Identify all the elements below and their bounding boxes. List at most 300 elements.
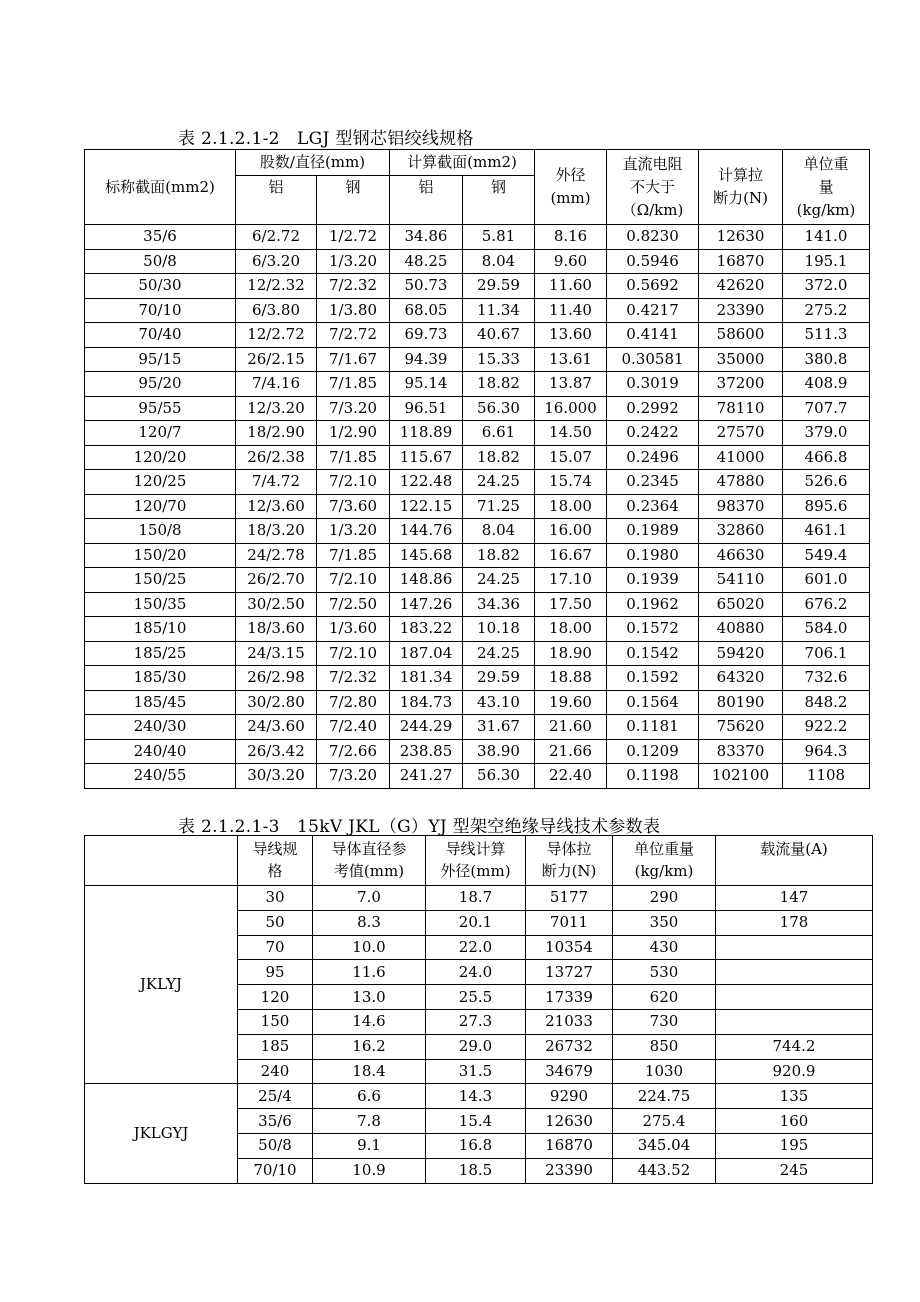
table-cell: 27570 (699, 421, 783, 446)
table-cell: 120/7 (85, 421, 236, 446)
table-cell: 147 (716, 886, 873, 911)
table-cell: 744.2 (716, 1034, 873, 1059)
table-cell: 181.34 (390, 666, 463, 691)
table-cell: 160 (716, 1109, 873, 1134)
table-cell: 6.61 (463, 421, 535, 446)
table-cell: 35/6 (85, 225, 236, 250)
table-cell: 30/2.80 (236, 690, 317, 715)
header-tensile2-l1: 导体拉 (546, 840, 592, 858)
table-cell: 150/35 (85, 592, 236, 617)
table-cell: 241.27 (390, 764, 463, 789)
table-cell: 144.76 (390, 519, 463, 544)
table-cell: 185/30 (85, 666, 236, 691)
table-cell: 147.26 (390, 592, 463, 617)
table-cell: 17.50 (535, 592, 607, 617)
table-cell: 24/2.78 (236, 543, 317, 568)
table-cell: 7/1.85 (317, 372, 390, 397)
table-cell: 379.0 (783, 421, 870, 446)
table-cell: 12/2.32 (236, 274, 317, 299)
table-cell: 30 (238, 886, 313, 911)
table-cell: 69.73 (390, 323, 463, 348)
table-cell: 549.4 (783, 543, 870, 568)
table-cell: 32860 (699, 519, 783, 544)
header-tensile2 (526, 836, 613, 886)
table-cell: 11.60 (535, 274, 607, 299)
table-cell: 1/3.20 (317, 519, 390, 544)
table-cell: 150 (238, 1009, 313, 1034)
table-cell: 17339 (526, 985, 613, 1010)
table-cell: 18.5 (426, 1158, 526, 1183)
table-cell: 31.67 (463, 715, 535, 740)
table-cell: 12/3.20 (236, 396, 317, 421)
table-cell: 0.1592 (607, 666, 699, 691)
table-cell: 1/2.90 (317, 421, 390, 446)
table-cell: 0.1181 (607, 715, 699, 740)
table-cell: 120/25 (85, 470, 236, 495)
table-cell: 22.0 (426, 935, 526, 960)
table-cell: 350 (613, 910, 716, 935)
table-cell: 24/3.15 (236, 641, 317, 666)
table-cell: 290 (613, 886, 716, 911)
table-cell: 195.1 (783, 249, 870, 274)
table-cell: 9.1 (313, 1133, 426, 1158)
table-cell: 16.00 (535, 519, 607, 544)
table-cell: 35000 (699, 347, 783, 372)
table-cell: 0.8230 (607, 225, 699, 250)
table-cell: 8.16 (535, 225, 607, 250)
table-cell: 7/2.50 (317, 592, 390, 617)
table-cell: 26/2.98 (236, 666, 317, 691)
header-weight-l2: 量 (818, 177, 834, 196)
table-cell: 9290 (526, 1084, 613, 1109)
table-cell: 245 (716, 1158, 873, 1183)
table-cell: 98370 (699, 494, 783, 519)
table-cell: 7/1.85 (317, 543, 390, 568)
table-cell: 0.4217 (607, 298, 699, 323)
table-row (85, 764, 870, 789)
table-cell: 7/4.72 (236, 470, 317, 495)
header-dcr-l3: （Ω/km) (621, 200, 684, 219)
table-row (85, 641, 870, 666)
table-row (85, 690, 870, 715)
table-cell: 122.48 (390, 470, 463, 495)
table-cell: 59420 (699, 641, 783, 666)
table-cell: 14.50 (535, 421, 607, 446)
table-cell: 22.40 (535, 764, 607, 789)
table-cell: 7/3.20 (317, 396, 390, 421)
table-cell: 185/45 (85, 690, 236, 715)
table-cell: 0.30581 (607, 347, 699, 372)
table-cell: 15.07 (535, 445, 607, 470)
table-cell: 24.25 (463, 641, 535, 666)
header-weight2-l1: 单位重量 (633, 840, 694, 858)
lgj-spec-table (84, 149, 870, 789)
table-cell: 526.6 (783, 470, 870, 495)
table-cell: 34679 (526, 1059, 613, 1084)
table-cell: 40880 (699, 617, 783, 642)
table-cell: 19.60 (535, 690, 607, 715)
header-weight-l1: 单位重 (803, 154, 849, 173)
header-spec-l1: 导线规 (252, 840, 298, 858)
table-cell: 706.1 (783, 641, 870, 666)
table-cell: 95.14 (390, 372, 463, 397)
table-cell: 102100 (699, 764, 783, 789)
table-cell: 7/2.10 (317, 568, 390, 593)
table-cell: 584.0 (783, 617, 870, 642)
table-row (85, 274, 870, 299)
table-cell: 7/4.16 (236, 372, 317, 397)
table-cell: 64320 (699, 666, 783, 691)
table-cell: 244.29 (390, 715, 463, 740)
table-cell: 23390 (699, 298, 783, 323)
table-cell: 1108 (783, 764, 870, 789)
table-cell: 345.04 (613, 1133, 716, 1158)
table-cell: 21.66 (535, 739, 607, 764)
table-row (85, 323, 870, 348)
table-cell: 5177 (526, 886, 613, 911)
header-od (535, 150, 607, 225)
table-cell: 37200 (699, 372, 783, 397)
table-cell: 850 (613, 1034, 716, 1059)
table-cell: 183.22 (390, 617, 463, 642)
header-od-l1: 外径 (555, 166, 586, 184)
header-spec (238, 836, 313, 886)
table-cell: 922.2 (783, 715, 870, 740)
table-cell: 1/2.72 (317, 225, 390, 250)
table-cell: 0.1980 (607, 543, 699, 568)
table-cell: 16.67 (535, 543, 607, 568)
table-cell: 50 (238, 910, 313, 935)
table-cell: 275.2 (783, 298, 870, 323)
header-conductor-dia (313, 836, 426, 886)
table-cell: 31.5 (426, 1059, 526, 1084)
table-cell: 511.3 (783, 323, 870, 348)
table-cell: 430 (613, 935, 716, 960)
table-cell: 12/2.72 (236, 323, 317, 348)
table-cell: 195 (716, 1133, 873, 1158)
table-cell: 7/3.20 (317, 764, 390, 789)
table-cell: 443.52 (613, 1158, 716, 1183)
header-dc-resistance (607, 150, 699, 225)
header-dia-l2: 考值(mm) (333, 862, 405, 880)
table-cell: 120 (238, 985, 313, 1010)
table-cell: 530 (613, 960, 716, 985)
table-row (85, 1084, 873, 1109)
table-cell: 7/3.60 (317, 494, 390, 519)
table-cell (716, 935, 873, 960)
table1-caption: 表 2.1.2.1-2 LGJ 型钢芯铝绞线规格 (178, 129, 474, 149)
table-cell: 184.73 (390, 690, 463, 715)
table-cell: 13727 (526, 960, 613, 985)
table-cell: 21.60 (535, 715, 607, 740)
table-cell: 42620 (699, 274, 783, 299)
table-cell: 7/2.32 (317, 666, 390, 691)
table-cell: 1/3.60 (317, 617, 390, 642)
header-ampacity: 载流量(A) (716, 836, 873, 886)
table-cell: 26/3.42 (236, 739, 317, 764)
table-cell: 7011 (526, 910, 613, 935)
table-cell: 46630 (699, 543, 783, 568)
table-row (85, 396, 870, 421)
table-row (85, 421, 870, 446)
table-cell: 0.2496 (607, 445, 699, 470)
header-calc-area: 计算截面(mm2) (390, 150, 535, 176)
table-cell: 13.61 (535, 347, 607, 372)
table-cell: 16.000 (535, 396, 607, 421)
table-cell: 8.04 (463, 519, 535, 544)
table-cell: 187.04 (390, 641, 463, 666)
table-cell: 14.3 (426, 1084, 526, 1109)
table-cell: 18.00 (535, 617, 607, 642)
table-cell: 7/2.10 (317, 641, 390, 666)
table-cell: 68.05 (390, 298, 463, 323)
table-cell: 730 (613, 1009, 716, 1034)
header-tensile-l2: 断力(N) (713, 189, 768, 207)
table-cell: 18/3.20 (236, 519, 317, 544)
table-cell: 10.18 (463, 617, 535, 642)
table-cell: 21033 (526, 1009, 613, 1034)
table-cell: 16.8 (426, 1133, 526, 1158)
table-cell: 11.34 (463, 298, 535, 323)
table-cell: 41000 (699, 445, 783, 470)
table-row (85, 347, 870, 372)
table-cell: 26/2.15 (236, 347, 317, 372)
table-cell: 17.10 (535, 568, 607, 593)
table-cell: 12/3.60 (236, 494, 317, 519)
table-cell: 30/3.20 (236, 764, 317, 789)
table-cell: 601.0 (783, 568, 870, 593)
header-weight2 (613, 836, 716, 886)
table-cell: 8.3 (313, 910, 426, 935)
table-row (85, 445, 870, 470)
table-cell: 0.2992 (607, 396, 699, 421)
table-cell: 185/10 (85, 617, 236, 642)
header-dia-l1: 导体直径参 (331, 840, 407, 858)
table-cell: 10.9 (313, 1158, 426, 1183)
table-cell: 141.0 (783, 225, 870, 250)
table-cell: 11.40 (535, 298, 607, 323)
table-cell: 7.0 (313, 886, 426, 911)
table-cell: 70/10 (85, 298, 236, 323)
table-cell: 16870 (526, 1133, 613, 1158)
table-cell: 95/20 (85, 372, 236, 397)
table-cell: 29.59 (463, 666, 535, 691)
table-row (85, 372, 870, 397)
header-calc-od (426, 836, 526, 886)
table-cell: 29.0 (426, 1034, 526, 1059)
table-cell: 24.0 (426, 960, 526, 985)
table-cell: 848.2 (783, 690, 870, 715)
header-nominal: 标称截面(mm2) (85, 150, 236, 225)
table-cell: 25/4 (238, 1084, 313, 1109)
table-cell: 50/30 (85, 274, 236, 299)
table-cell: 13.87 (535, 372, 607, 397)
table-cell: 65020 (699, 592, 783, 617)
table-cell: 7/2.66 (317, 739, 390, 764)
table-row (85, 886, 873, 911)
table1-header (85, 150, 870, 225)
table-cell: 29.59 (463, 274, 535, 299)
header-weight2-l2: (kg/km) (634, 862, 694, 880)
table-cell: 48.25 (390, 249, 463, 274)
table2-caption: 表 2.1.2.1-3 15kV JKL（G）YJ 型架空绝缘导线技术参数表 (178, 817, 661, 837)
table-cell: 14.6 (313, 1009, 426, 1034)
table-cell: 50.73 (390, 274, 463, 299)
header-dcr-l1: 直流电阻 (622, 154, 683, 173)
table-cell: 96.51 (390, 396, 463, 421)
table-cell: 8.04 (463, 249, 535, 274)
table-cell: 10354 (526, 935, 613, 960)
jklyj-spec-table (84, 835, 873, 1184)
table-cell: 7.8 (313, 1109, 426, 1134)
table-cell: 9.60 (535, 249, 607, 274)
table-cell: 920.9 (716, 1059, 873, 1084)
table-cell: 11.6 (313, 960, 426, 985)
table-cell: 0.1542 (607, 641, 699, 666)
table-cell: 25.5 (426, 985, 526, 1010)
table-cell: 83370 (699, 739, 783, 764)
table-cell: 7/2.40 (317, 715, 390, 740)
table2-header (85, 836, 873, 886)
header-area-al: 铝 (390, 176, 463, 225)
table-cell: 34.36 (463, 592, 535, 617)
table-cell: 18.90 (535, 641, 607, 666)
table-cell: 148.86 (390, 568, 463, 593)
table-cell: 0.2345 (607, 470, 699, 495)
table-cell: 380.8 (783, 347, 870, 372)
table-cell: 150/20 (85, 543, 236, 568)
table-cell: 275.4 (613, 1109, 716, 1134)
table-row (85, 666, 870, 691)
table-cell: 47880 (699, 470, 783, 495)
table2-body (85, 886, 873, 1184)
table-cell: 30/2.50 (236, 592, 317, 617)
table-cell: 7/2.32 (317, 274, 390, 299)
table-row (85, 715, 870, 740)
table-cell: 24.25 (463, 568, 535, 593)
table-cell: 0.5692 (607, 274, 699, 299)
table-cell: 34.86 (390, 225, 463, 250)
table-cell: 0.2422 (607, 421, 699, 446)
table-cell: 43.10 (463, 690, 535, 715)
table-cell: 1030 (613, 1059, 716, 1084)
table-cell (716, 960, 873, 985)
table-cell: 94.39 (390, 347, 463, 372)
table-cell: 115.67 (390, 445, 463, 470)
table-cell: 707.7 (783, 396, 870, 421)
table-cell: 7/2.72 (317, 323, 390, 348)
header-od2-l2: 外径(mm) (440, 862, 511, 880)
header-od2-l1: 导线计算 (445, 840, 506, 858)
table-cell: 70/40 (85, 323, 236, 348)
table-cell: 150/25 (85, 568, 236, 593)
table-cell: 56.30 (463, 396, 535, 421)
table-cell: 0.4141 (607, 323, 699, 348)
table-cell: 50/8 (238, 1133, 313, 1158)
table-cell: 15.33 (463, 347, 535, 372)
table-cell: 40.67 (463, 323, 535, 348)
table-cell: 20.1 (426, 910, 526, 935)
table-cell: 620 (613, 985, 716, 1010)
table-cell: 0.1989 (607, 519, 699, 544)
header-strands-al: 铝 (236, 176, 317, 225)
table-cell: 18.82 (463, 372, 535, 397)
table-cell: 135 (716, 1084, 873, 1109)
table-cell: 0.1564 (607, 690, 699, 715)
table-cell: 461.1 (783, 519, 870, 544)
table-cell: 120/20 (85, 445, 236, 470)
table-row (85, 568, 870, 593)
table-cell: 78110 (699, 396, 783, 421)
table-cell: 26/2.70 (236, 568, 317, 593)
table-cell: 185/25 (85, 641, 236, 666)
table-cell: 24/3.60 (236, 715, 317, 740)
table-cell: 120/70 (85, 494, 236, 519)
table-cell: 75620 (699, 715, 783, 740)
header-od-l2: (mm) (550, 189, 591, 207)
table-cell: 18/3.60 (236, 617, 317, 642)
table-cell: 38.90 (463, 739, 535, 764)
table-cell: 24.25 (463, 470, 535, 495)
header-dcr-l2: 不大于 (630, 177, 676, 196)
table-cell: 964.3 (783, 739, 870, 764)
table-cell: 7/1.85 (317, 445, 390, 470)
table-cell: 15.4 (426, 1109, 526, 1134)
table-cell: 895.6 (783, 494, 870, 519)
table-cell: 18.00 (535, 494, 607, 519)
header-weight-l3: (kg/km) (796, 200, 856, 219)
table-row (85, 249, 870, 274)
table-row (85, 739, 870, 764)
group-name: JKLYJ (85, 886, 238, 1084)
table-cell: 466.8 (783, 445, 870, 470)
table-cell: 13.60 (535, 323, 607, 348)
table-cell: 18/2.90 (236, 421, 317, 446)
header-spec-l2: 格 (267, 862, 283, 880)
header-strands: 股数/直径(mm) (236, 150, 390, 176)
table-cell: 95/55 (85, 396, 236, 421)
header-strands-steel: 钢 (317, 176, 390, 225)
table-row (85, 298, 870, 323)
table-cell: 408.9 (783, 372, 870, 397)
table-cell: 145.68 (390, 543, 463, 568)
table-cell: 0.3019 (607, 372, 699, 397)
table-cell: 16870 (699, 249, 783, 274)
table-cell: 240/40 (85, 739, 236, 764)
table-cell: 238.85 (390, 739, 463, 764)
table-cell: 150/8 (85, 519, 236, 544)
table-cell: 71.25 (463, 494, 535, 519)
table-cell: 27.3 (426, 1009, 526, 1034)
header-area-steel: 钢 (463, 176, 535, 225)
table-cell: 6/3.20 (236, 249, 317, 274)
table-cell: 185 (238, 1034, 313, 1059)
table-cell: 70/10 (238, 1158, 313, 1183)
table-row (85, 592, 870, 617)
table-cell: 118.89 (390, 421, 463, 446)
table-row (85, 519, 870, 544)
table-cell: 0.1962 (607, 592, 699, 617)
table-cell: 18.7 (426, 886, 526, 911)
table-cell: 58600 (699, 323, 783, 348)
table-row (85, 543, 870, 568)
table-row (85, 617, 870, 642)
table-cell: 16.2 (313, 1034, 426, 1059)
table-cell: 0.5946 (607, 249, 699, 274)
table-cell: 6.6 (313, 1084, 426, 1109)
table-cell: 0.1198 (607, 764, 699, 789)
table-cell: 12630 (699, 225, 783, 250)
